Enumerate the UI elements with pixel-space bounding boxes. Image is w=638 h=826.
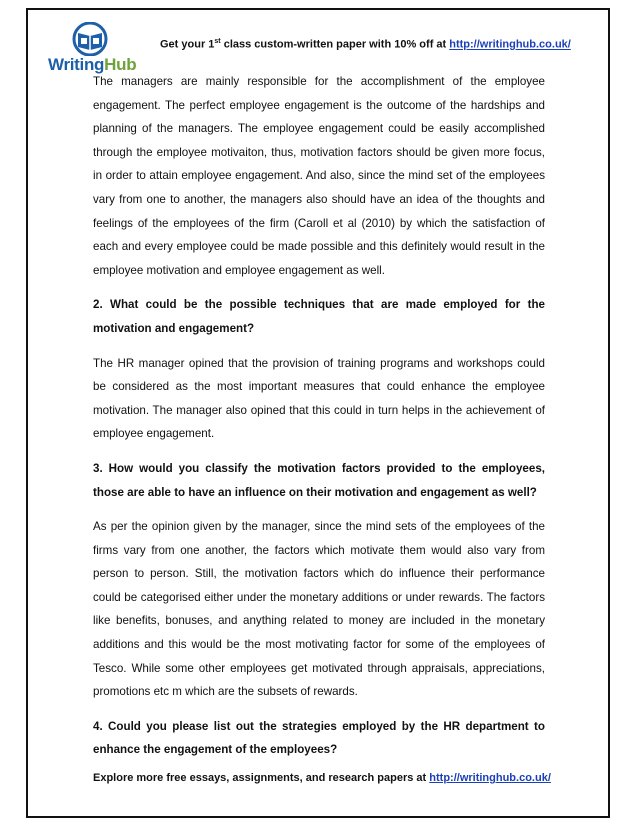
book-icon <box>70 22 110 56</box>
header-link[interactable]: http://writinghub.co.uk/ <box>449 38 571 51</box>
paragraph: The managers are mainly responsible for the accomplishment of the employee engagement. The perfect employee engagement is the outcome of the hardships and planning of the managers. The employee engagement could be easily accomplished through the employee motivaiton, thus, motivation factors should be given more focus, in order to attain employee engagement. And also, since the mind set of the employees vary from one to another, the managers also should have an idea of the thoughts and feelings of the employees of the firm (Caroll et al (2010) by which the satisfaction of each and every employee could be made possible and this definitely would result in the employee motivation and employee engagement as well. <box>93 75 545 277</box>
promo-header: Get your 1st class custom-written paper with 10% off at http://writinghub.co.uk/ <box>160 38 571 51</box>
promo-footer: Explore more free essays, assignments, and research papers at http://writinghub.co.uk/ <box>93 772 551 784</box>
question-heading: 2. What could be the possible techniques that are made employed for the motivation and engagement? <box>93 298 545 335</box>
question-heading: 3. How would you classify the motivation factors provided to the employees, those are able to have an influence on their motivation and engagement as well? <box>93 461 545 499</box>
logo-wordmark: WritingHub <box>48 55 137 74</box>
document-body <box>93 70 545 773</box>
footer-link[interactable]: http://writinghub.co.uk/ <box>429 772 551 784</box>
question-heading: 4. Could you please list out the strategies employed by the HR department to enhance the engagement of the employees? <box>93 719 545 757</box>
paragraph: The HR manager opined that the provision of training programs and workshops could be considered as the most important measures that could enhance the employee motivation. The manager also opined that this could in turn helps in the achievement of employee engagement. <box>93 356 545 441</box>
paragraph: As per the opinion given by the manager, since the mind sets of the employees of the firms vary from one another, the factors which motivate them would also vary from person to person. Still, the motivation factors which do influence their performance could be categorised either under the monetary additions or under rewards. The factors like benefits, bonuses, and anything related to money are included in the monetary additions and this would be the most motivating factor for some of the employees of Tesco. While some other employees get motivated through appraisals, appreciations, promotions etc m which are the subsets of rewards. <box>93 520 545 699</box>
writinghub-logo[interactable] <box>48 22 138 72</box>
